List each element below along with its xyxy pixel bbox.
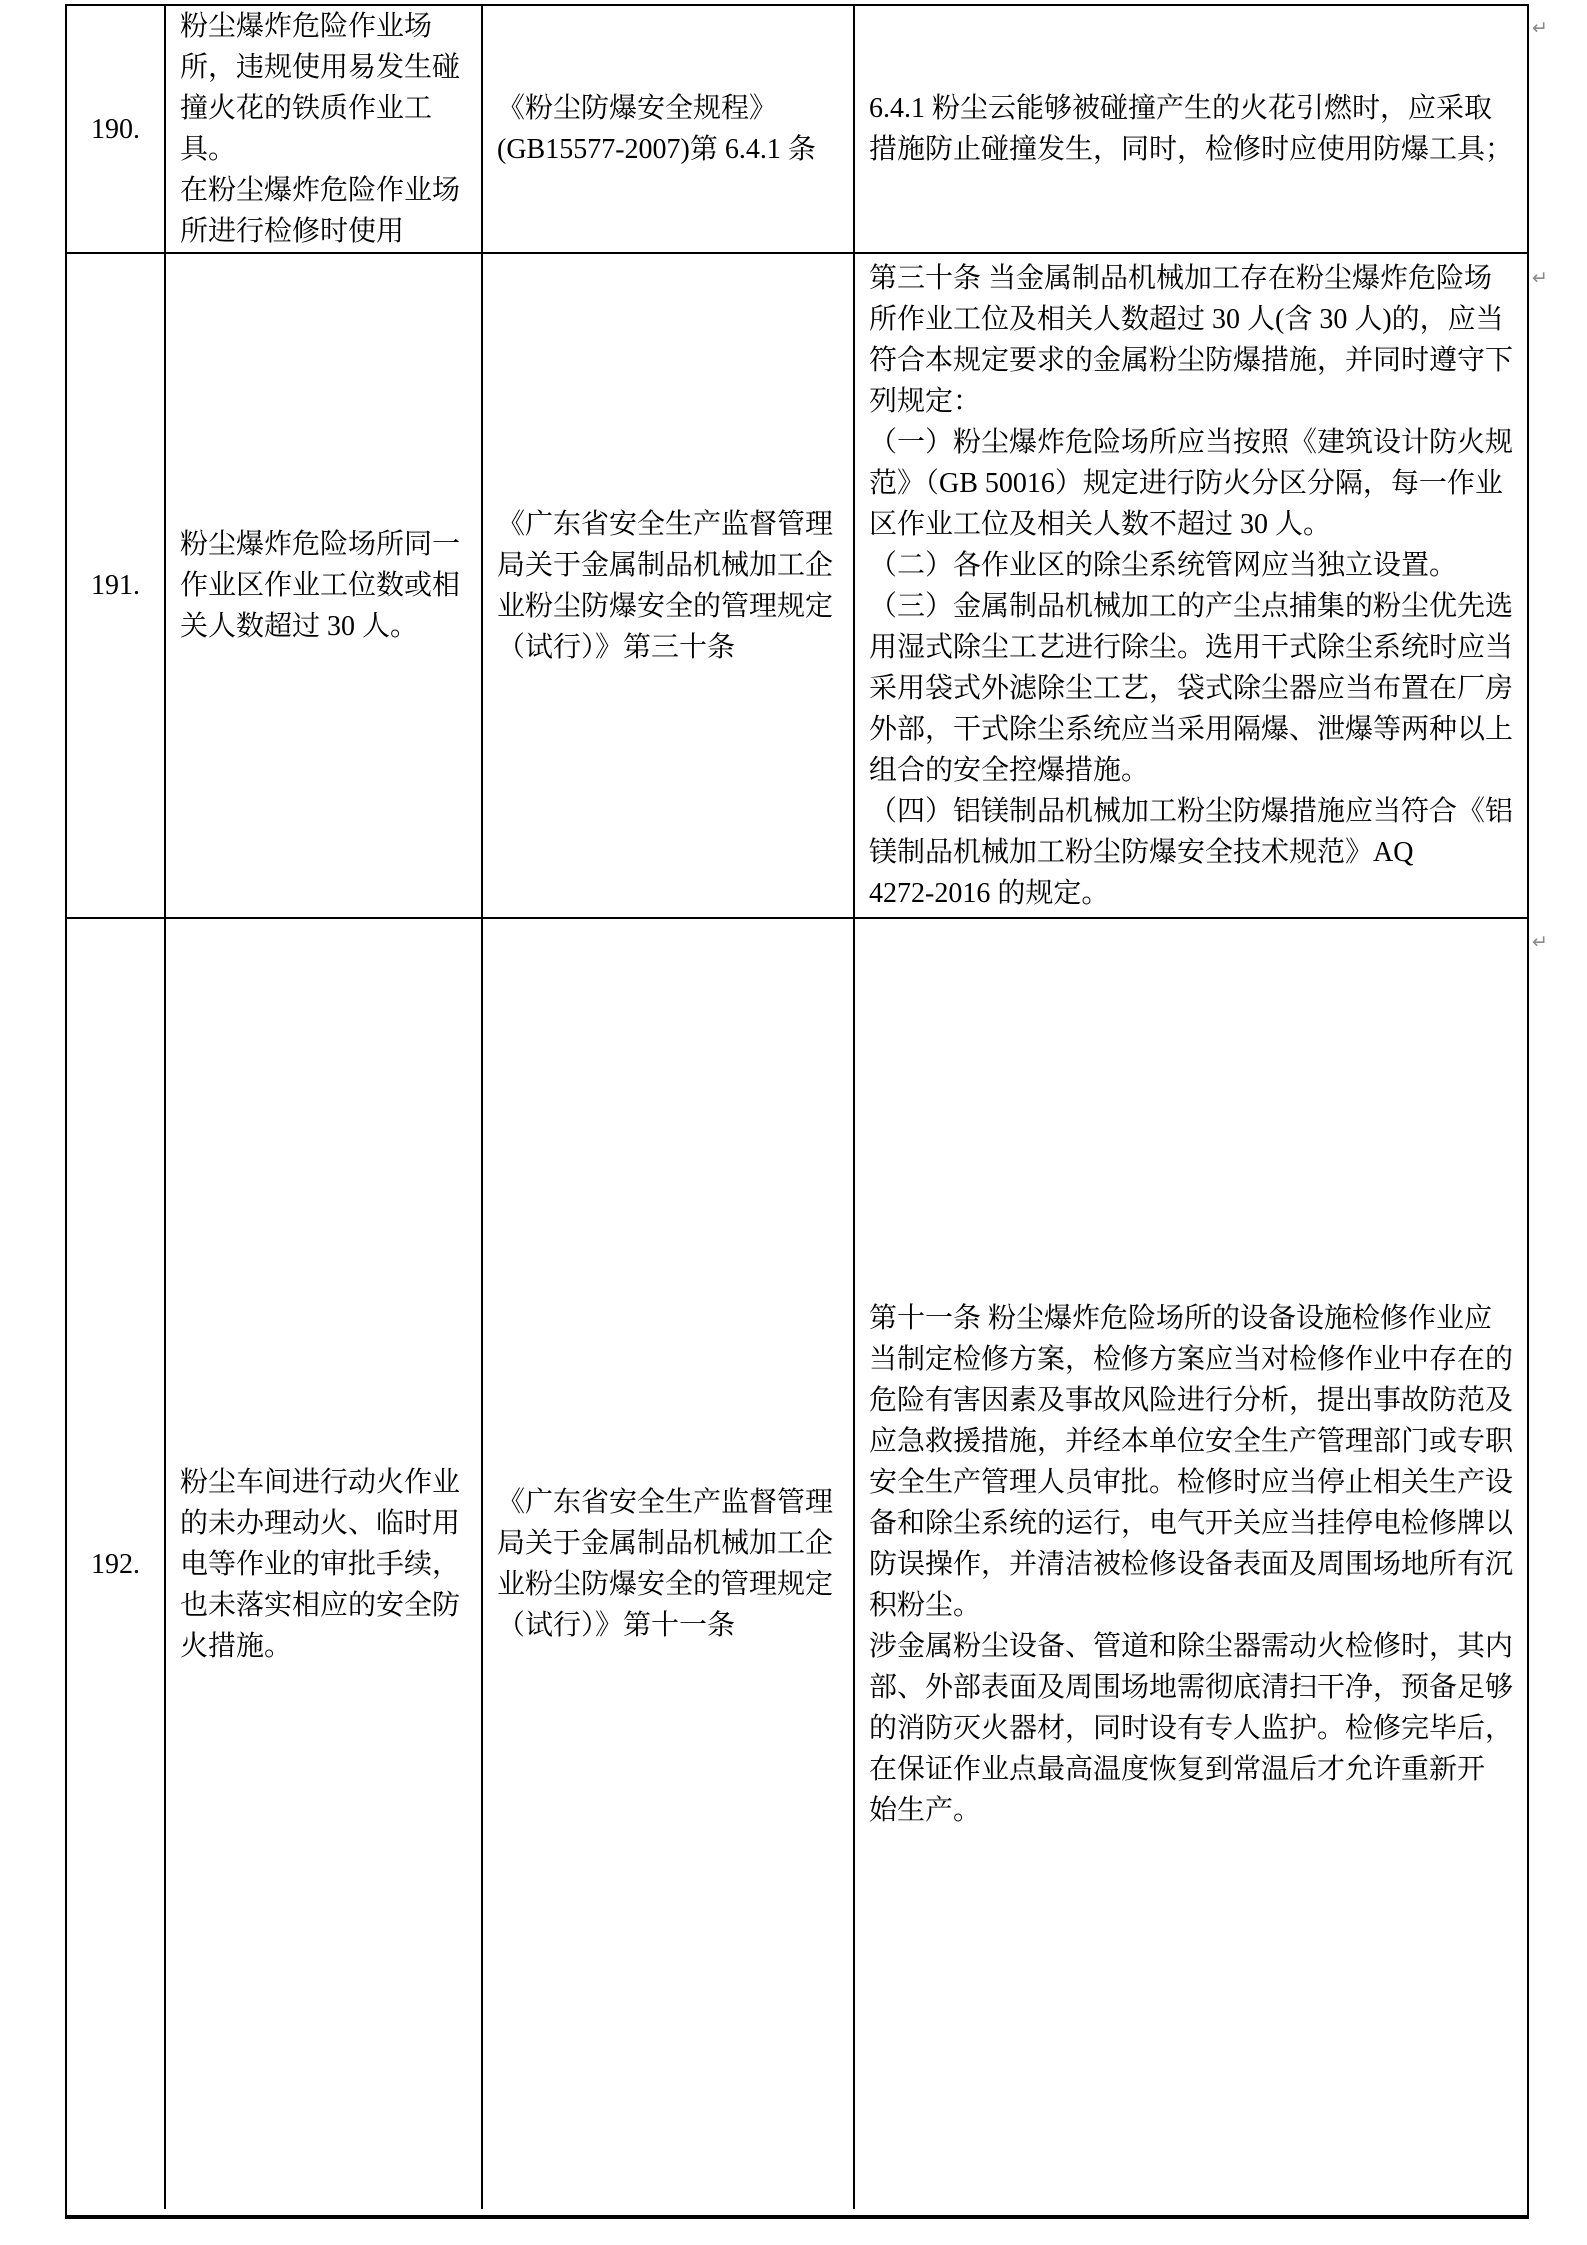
row-192-provision-cell bbox=[855, 919, 1527, 2209]
text-line: （试行）》第十一条 bbox=[497, 1610, 736, 1641]
row-191-provision-cell bbox=[855, 254, 1527, 919]
text-line: 备和除尘系统的运行，电气开关应当挂停电检修牌以 bbox=[869, 1507, 1514, 1539]
text-line: 涉金属粉尘设备、管道和除尘器需动火检修时，其内 bbox=[869, 1630, 1514, 1662]
text-line: 用湿式除尘工艺进行除尘。选用干式除尘系统时应当 bbox=[869, 631, 1514, 663]
text-line: 业粉尘防爆安全的管理规定 bbox=[497, 1569, 834, 1600]
text-line: 具。 bbox=[180, 134, 237, 165]
text-line: 镁制品机械加工粉尘防爆安全技术规范》AQ bbox=[869, 836, 1414, 868]
text-line: 区作业工位及相关人数不超过 30 人。 bbox=[869, 508, 1332, 540]
row-190-provision-cell bbox=[855, 6, 1527, 254]
text-line: 《广东省安全生产监督管理 bbox=[497, 1487, 834, 1518]
text-line: 《广东省安全生产监督管理 bbox=[497, 508, 834, 540]
text-line: （三）金属制品机械加工的产尘点捕集的粉尘优先选 bbox=[869, 590, 1514, 622]
text-line: 粉尘爆炸危险作业场 bbox=[180, 11, 433, 42]
row-192-number-cell bbox=[67, 919, 166, 2209]
paragraph-mark-icon: ↵ bbox=[1532, 931, 1548, 953]
row-190-legal-basis-cell bbox=[483, 6, 855, 254]
text-line: 符合本规定要求的金属粉尘防爆措施，并同时遵守下 bbox=[869, 344, 1514, 376]
row-192-legal-basis-cell bbox=[483, 919, 855, 2209]
text-line: 4272-2016 的规定。 bbox=[869, 877, 1110, 909]
row-190-number-cell bbox=[67, 6, 166, 254]
text-line: 电等作业的审批手续， bbox=[180, 1548, 461, 1580]
text-line: 也未落实相应的安全防 bbox=[180, 1589, 461, 1621]
paragraph-mark-icon: ↵ bbox=[1532, 267, 1548, 289]
row-191-number-cell bbox=[67, 254, 166, 919]
text-line: 《粉尘防爆安全规程》 bbox=[497, 93, 778, 124]
text-line: 的未办理动火、临时用 bbox=[180, 1507, 461, 1539]
text-line: 业粉尘防爆安全的管理规定 bbox=[497, 590, 834, 622]
text-line: 外部，干式除尘系统应当采用隔爆、泄爆等两种以上 bbox=[869, 713, 1514, 745]
text-line: 第三十条 当金属制品机械加工存在粉尘爆炸危险场 bbox=[869, 262, 1493, 294]
paragraph-mark-icon: ↵ bbox=[1532, 17, 1548, 39]
text-line: 采用袋式外滤除尘工艺，袋式除尘器应当布置在厂房 bbox=[869, 672, 1514, 704]
row-191-violation-cell bbox=[166, 254, 483, 919]
regulation-table bbox=[65, 4, 1529, 2219]
text-line: 局关于金属制品机械加工企 bbox=[497, 549, 834, 581]
text-line: 防误操作，并清洁被检修设备表面及周围场地所有沉 bbox=[869, 1548, 1514, 1580]
text-line: 的消防灭火器材，同时设有专人监护。检修完毕后， bbox=[869, 1712, 1514, 1744]
text-line: 作业区作业工位数或相 bbox=[180, 570, 461, 601]
row-number: 190. bbox=[91, 113, 140, 145]
text-line: （二）各作业区的除尘系统管网应当独立设置。 bbox=[869, 549, 1458, 581]
text-line: （试行）》第三十条 bbox=[497, 631, 736, 663]
row-192-violation-cell bbox=[166, 919, 483, 2209]
text-line: 始生产。 bbox=[869, 1794, 982, 1826]
text-line: 安全生产管理人员审批。检修时应当停止相关生产设 bbox=[869, 1466, 1514, 1498]
text-line: (GB15577-2007)第 6.4.1 条 bbox=[497, 134, 816, 165]
text-line: 6.4.1 粉尘云能够被碰撞产生的火花引燃时，应采取 bbox=[869, 93, 1493, 124]
text-line: 应急救援措施，并经本单位安全生产管理部门或专职 bbox=[869, 1425, 1514, 1457]
row-190-violation-cell bbox=[166, 6, 483, 254]
text-line: 所进行检修时使用 bbox=[180, 216, 405, 247]
text-line: 部、外部表面及周围场地需彻底清扫干净，预备足够 bbox=[869, 1671, 1514, 1703]
text-line: （一）粉尘爆炸危险场所应当按照《建筑设计防火规 bbox=[869, 426, 1514, 458]
text-line: 列规定： bbox=[869, 385, 982, 417]
row-number: 192. bbox=[91, 1548, 140, 1580]
text-line: 粉尘爆炸危险场所同一 bbox=[180, 529, 461, 560]
text-line: 第十一条 粉尘爆炸危险场所的设备设施检修作业应 bbox=[869, 1302, 1493, 1334]
text-line: 范》（GB 50016）规定进行防火分区分隔，每一作业 bbox=[869, 467, 1503, 499]
text-line: （四）铝镁制品机械加工粉尘防爆措施应当符合《铝 bbox=[869, 795, 1514, 827]
text-line: 撞火花的铁质作业工 bbox=[180, 93, 433, 124]
text-line: 关人数超过 30 人。 bbox=[180, 611, 419, 642]
text-line: 当制定检修方案，检修方案应当对检修作业中存在的 bbox=[869, 1343, 1514, 1375]
text-line: 局关于金属制品机械加工企 bbox=[497, 1528, 834, 1559]
text-line: 积粉尘。 bbox=[869, 1589, 982, 1621]
text-line: 所作业工位及相关人数超过 30 人(含 30 人)的，应当 bbox=[869, 303, 1504, 335]
text-line: 措施防止碰撞发生，同时，检修时应使用防爆工具； bbox=[869, 134, 1514, 165]
text-line: 在保证作业点最高温度恢复到常温后才允许重新开 bbox=[869, 1753, 1486, 1785]
text-line: 所，违规使用易发生碰 bbox=[180, 52, 461, 83]
text-line: 火措施。 bbox=[180, 1630, 293, 1662]
text-line: 组合的安全控爆措施。 bbox=[869, 754, 1150, 786]
text-line: 危险有害因素及事故风险进行分析，提出事故防范及 bbox=[869, 1384, 1514, 1416]
row-191-legal-basis-cell bbox=[483, 254, 855, 919]
row-number: 191. bbox=[91, 570, 140, 601]
text-line: 粉尘车间进行动火作业 bbox=[180, 1466, 461, 1498]
text-line: 在粉尘爆炸危险作业场 bbox=[180, 175, 461, 206]
